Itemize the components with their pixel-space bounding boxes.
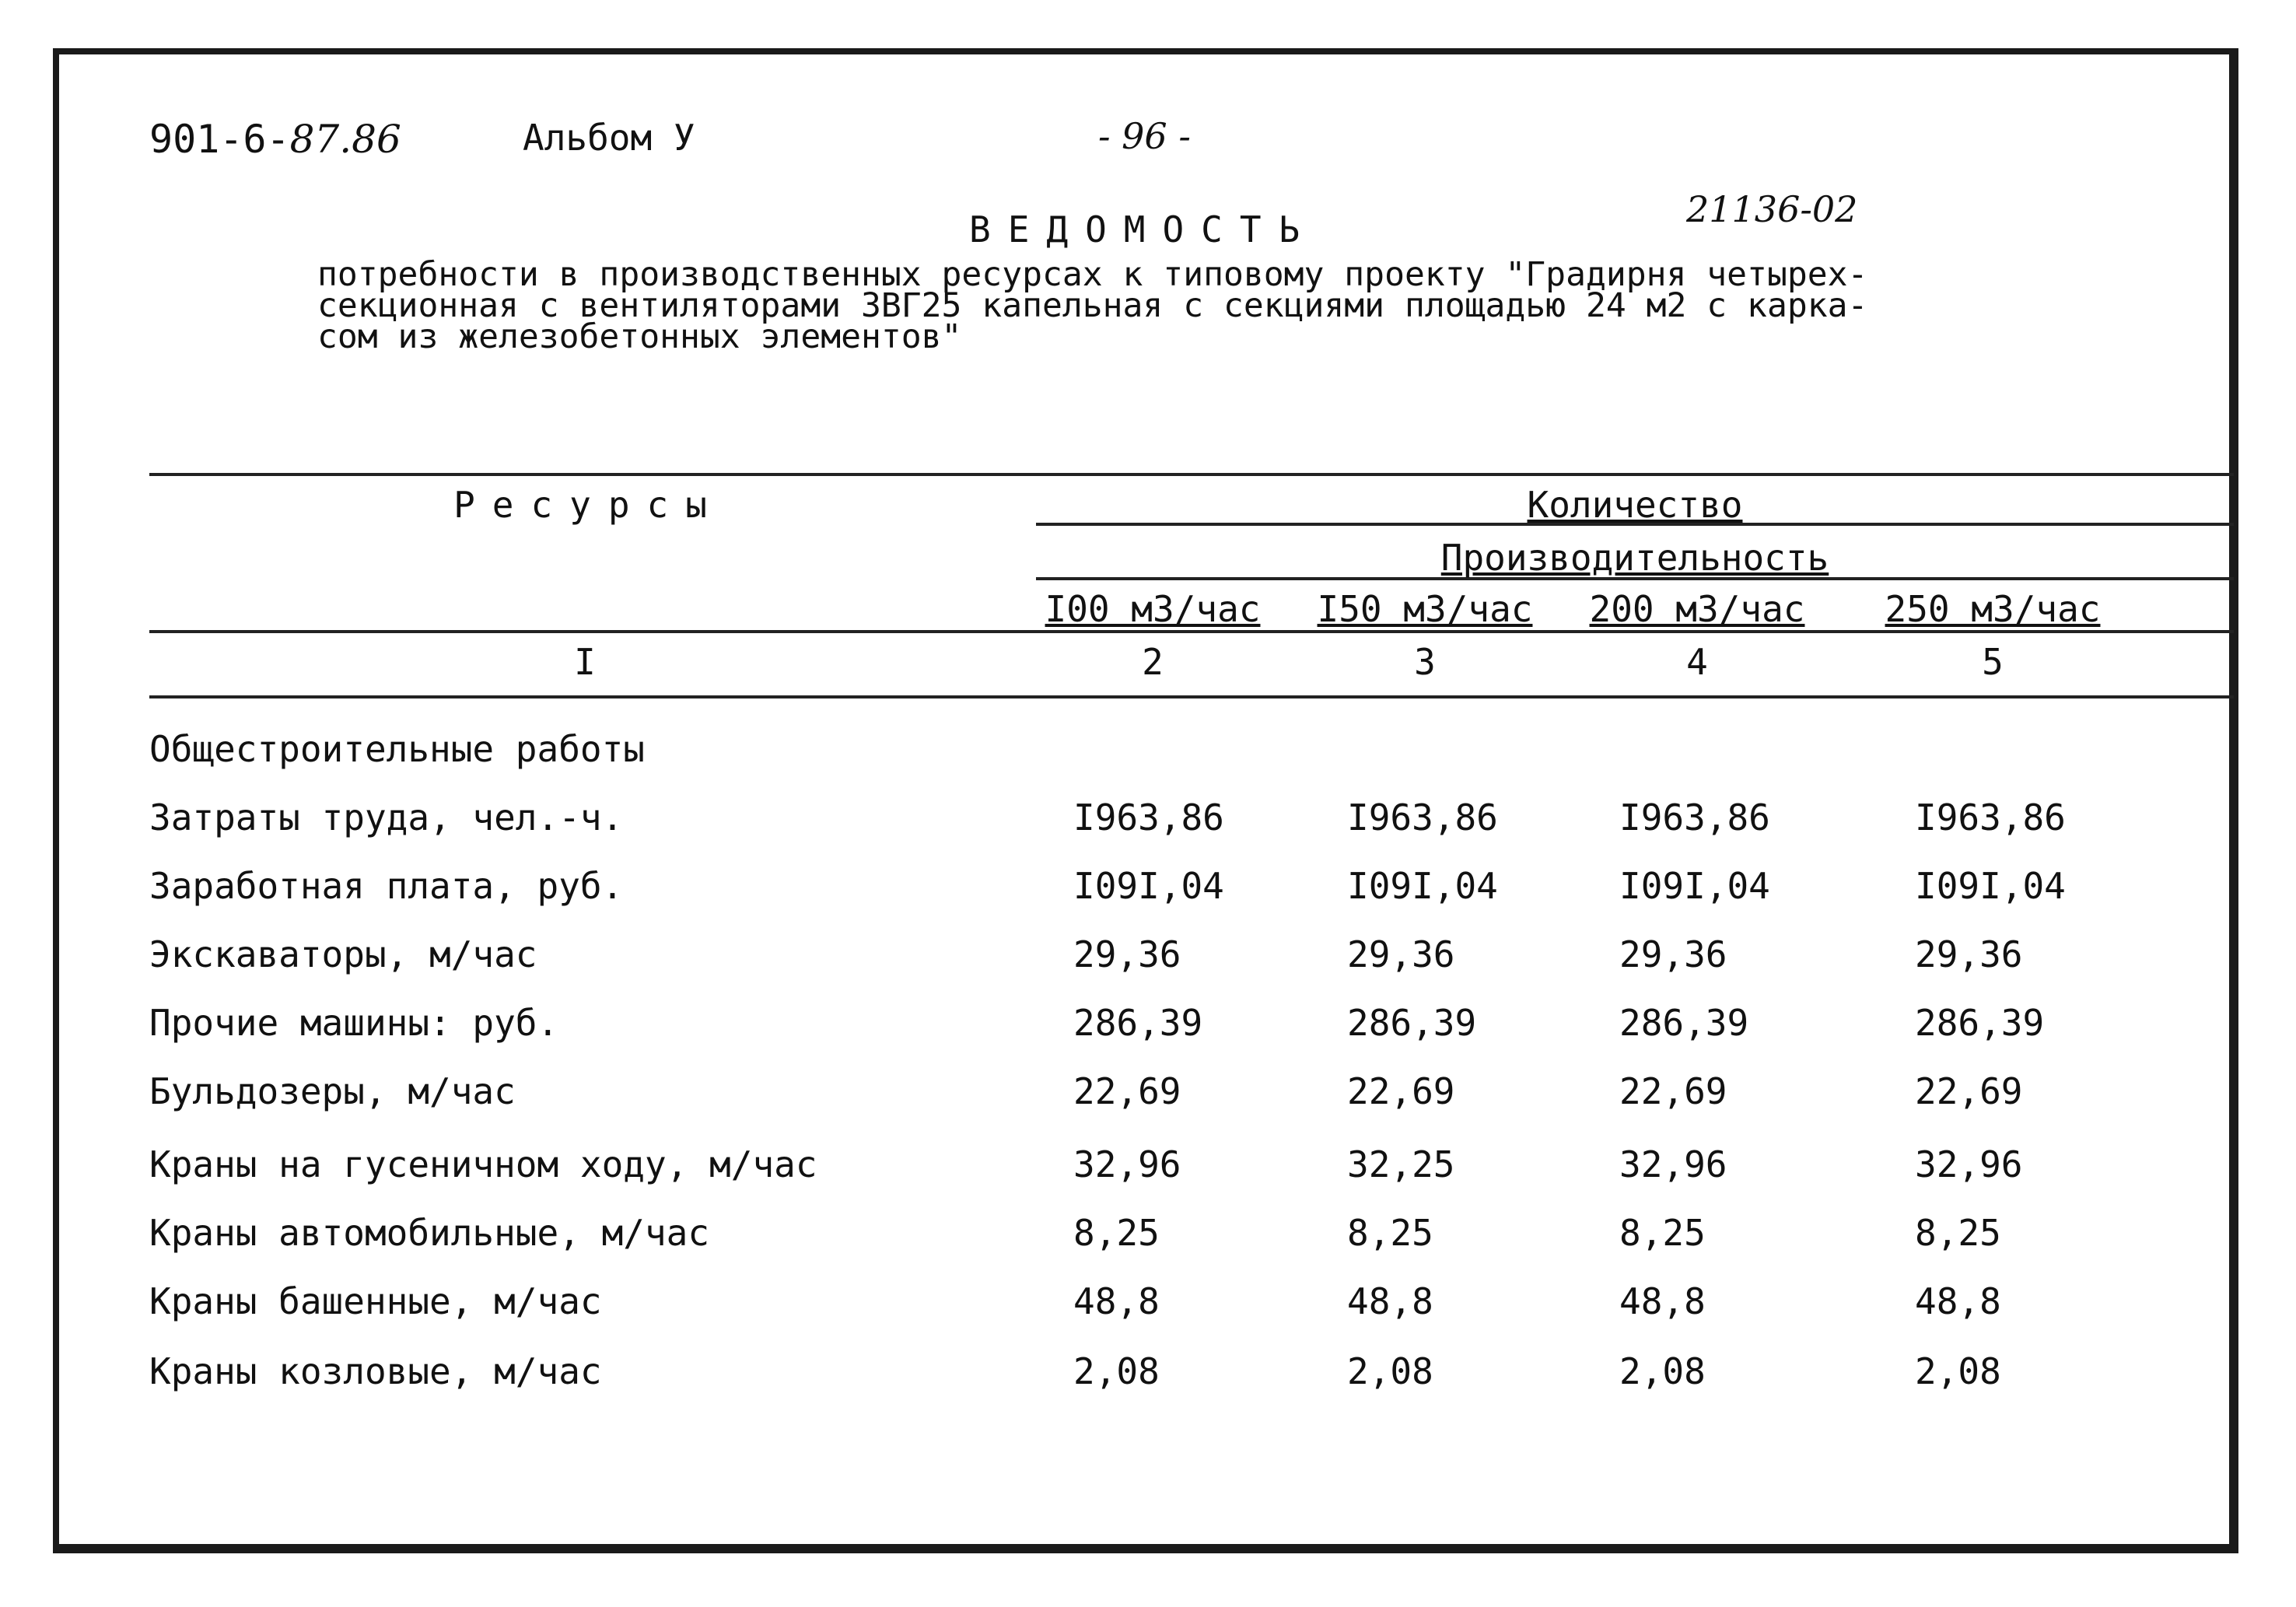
table-cell: I963,86 — [1619, 796, 1770, 839]
table-cell: I09I,04 — [1619, 865, 1770, 907]
table-cell: 48,8 — [1073, 1280, 1160, 1322]
table-cell: 32,96 — [1619, 1143, 1727, 1185]
capacity-col-2-header: I00 м3/час — [1045, 588, 1261, 630]
row-label: Краны козловые, м/час — [149, 1350, 602, 1392]
table-cell: 8,25 — [1619, 1212, 1706, 1254]
table-cell: 8,25 — [1915, 1212, 2001, 1254]
capacity-col-3-header: I50 м3/час — [1317, 588, 1533, 630]
table-cell: 8,25 — [1073, 1212, 1160, 1254]
subtitle-line: секционная с вентиляторами 3ВГ25 капельная с секциями площадью 24 м2 с карка- — [317, 286, 1868, 325]
document-title: ВЕДОМОСТЬ — [969, 208, 1318, 250]
table-cell: 29,36 — [1347, 933, 1455, 975]
row-label: Экскаваторы, м/час — [149, 933, 537, 975]
table-cell: 32,96 — [1915, 1143, 2023, 1185]
subtitle-line: сом из железобетонных элементов" — [317, 317, 962, 356]
column-number: 2 — [1142, 641, 1164, 683]
row-label: Прочие машины: руб. — [149, 1002, 559, 1044]
document-code — [149, 117, 401, 162]
resources-header: Ресурсы — [453, 484, 724, 526]
table-cell: I09I,04 — [1073, 865, 1224, 907]
column-number: 4 — [1686, 641, 1708, 683]
table-cell: 22,69 — [1347, 1070, 1455, 1112]
table-cell: 48,8 — [1619, 1280, 1706, 1322]
table-cell: 22,69 — [1073, 1070, 1181, 1112]
document-id: 21136-02 — [1686, 188, 1858, 230]
page-number: - 96 - — [1098, 115, 1191, 157]
table-cell: I963,86 — [1347, 796, 1498, 839]
table-cell: 2,08 — [1915, 1350, 2001, 1392]
table-cell: 29,36 — [1073, 933, 1181, 975]
quantity-header: Количество — [1527, 484, 1743, 526]
album-label: Альбом У — [523, 117, 695, 159]
table-cell: I963,86 — [1915, 796, 2066, 839]
row-label: Заработная плата, руб. — [149, 865, 624, 907]
table-top-rule — [149, 473, 2234, 476]
table-cell: 2,08 — [1619, 1350, 1706, 1392]
column-number: 5 — [1982, 641, 2004, 683]
row-label: Бульдозеры, м/час — [149, 1070, 516, 1112]
capacity-header: Производительность — [1440, 537, 1829, 579]
column-number: I — [574, 641, 596, 683]
column-numbers-rule — [149, 695, 2234, 698]
column-number: 3 — [1414, 641, 1436, 683]
table-cell: 29,36 — [1619, 933, 1727, 975]
row-label: Затраты труда, чел.-ч. — [149, 796, 624, 839]
table-cell: I09I,04 — [1915, 865, 2066, 907]
capacity-col-4-header: 200 м3/час — [1589, 588, 1805, 630]
table-cell: 22,69 — [1619, 1070, 1727, 1112]
table-cell: I09I,04 — [1347, 865, 1498, 907]
document-subtitle — [317, 255, 1868, 356]
table-cell: 286,39 — [1073, 1002, 1203, 1044]
table-cell: 8,25 — [1347, 1212, 1433, 1254]
document-code-printed: 901-6- — [149, 117, 290, 162]
table-cell: 286,39 — [1915, 1002, 2045, 1044]
row-label: Краны автомобильные, м/час — [149, 1212, 710, 1254]
table-cell: 48,8 — [1347, 1280, 1433, 1322]
table-cell: 2,08 — [1073, 1350, 1160, 1392]
capacity-col-5-header: 250 м3/час — [1885, 588, 2101, 630]
table-cell: 2,08 — [1347, 1350, 1433, 1392]
document-code-handwritten: 87.86 — [289, 117, 401, 162]
table-cell: 286,39 — [1619, 1002, 1749, 1044]
table-cell: 22,69 — [1915, 1070, 2023, 1112]
header-bottom-rule — [149, 630, 2234, 633]
table-cell: 32,25 — [1347, 1143, 1455, 1185]
table-cell: I963,86 — [1073, 796, 1224, 839]
row-label: Краны башенные, м/час — [149, 1280, 602, 1322]
table-cell: 48,8 — [1915, 1280, 2001, 1322]
section-title: Общестроительные работы — [149, 728, 645, 770]
table-cell: 286,39 — [1347, 1002, 1477, 1044]
table-cell: 32,96 — [1073, 1143, 1181, 1185]
table-cell: 29,36 — [1915, 933, 2023, 975]
row-label: Краны на гусеничном ходу, м/час — [149, 1143, 817, 1185]
subtitle-line: потребности в производственных ресурсах к типовому проекту "Градирня четырех- — [317, 255, 1868, 294]
